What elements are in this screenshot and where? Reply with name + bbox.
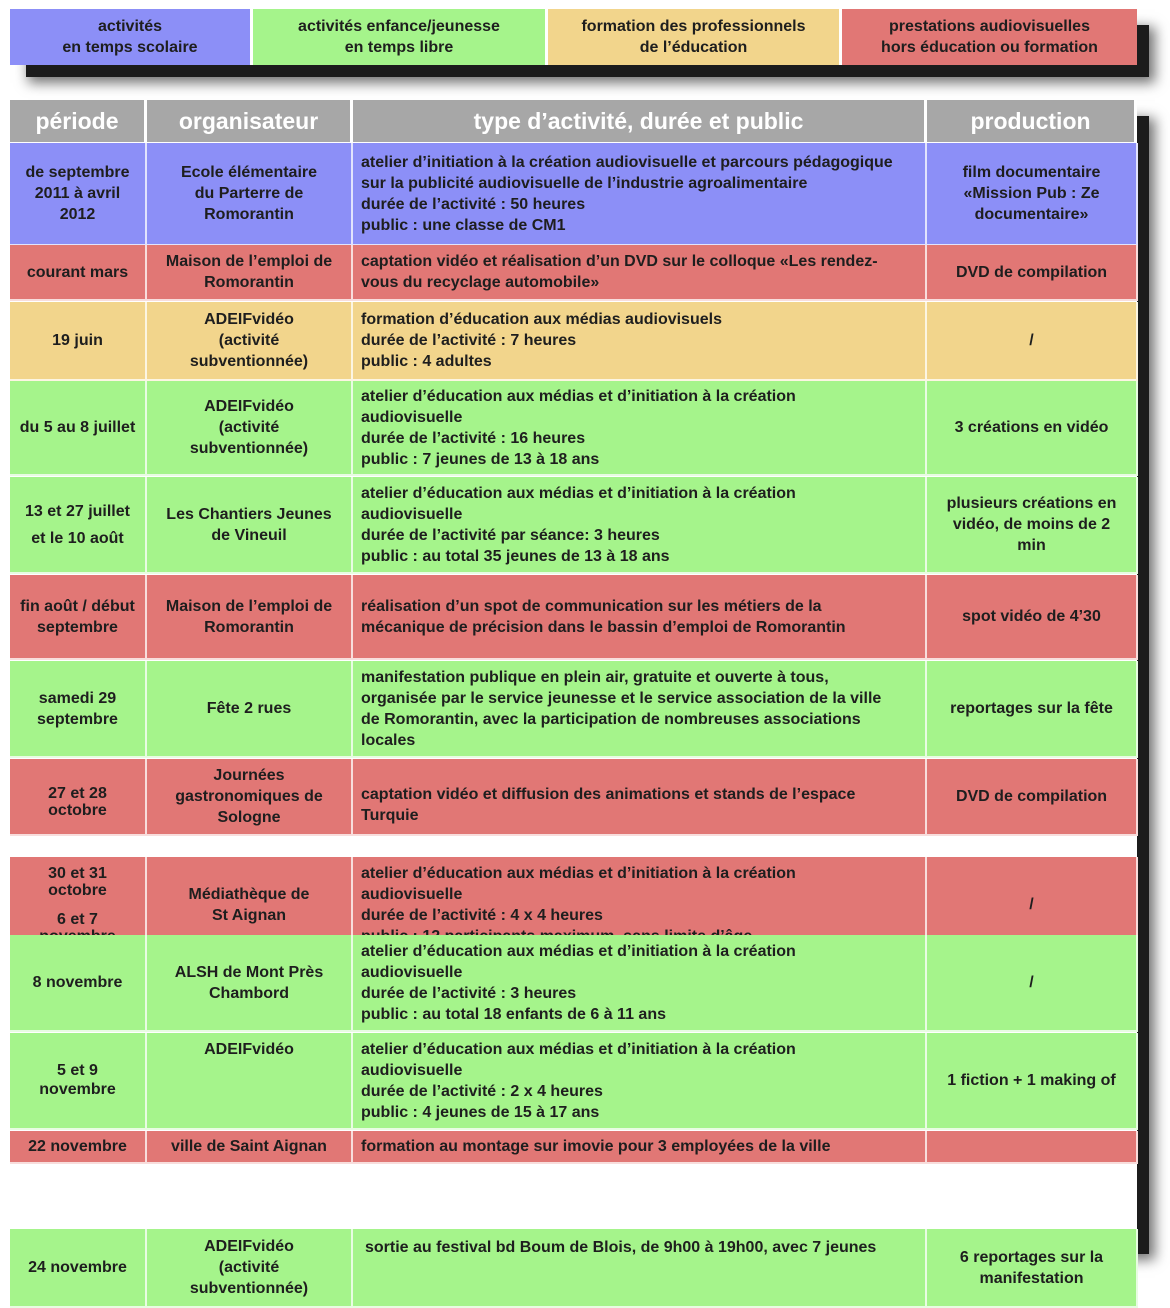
cell-line: DVD de compilation — [955, 263, 1108, 281]
cell-line: du 5 au 8 juillet — [19, 419, 136, 436]
organizer-cell — [147, 477, 353, 574]
cell-line: atelier d’éducation aux médias et d’initiation à la création — [361, 387, 796, 405]
cell-line: septembre — [37, 618, 118, 636]
organizer-cell — [147, 575, 353, 660]
cell-line: de Vineuil — [211, 526, 287, 544]
cell-line: audiovisuelle — [361, 1061, 463, 1079]
activity-cell — [353, 661, 927, 758]
period-cell — [10, 1033, 147, 1130]
cell-line: captation vidéo et diffusion des animations et stands de l’espace — [361, 786, 856, 803]
cell-line: en temps libre — [344, 39, 454, 56]
cell-line: 3 créations en vidéo — [954, 419, 1109, 436]
production-cell — [927, 1131, 1138, 1164]
activity-cell — [353, 302, 927, 381]
production-cell — [927, 575, 1138, 660]
cell-line: ADEIFvidéo — [204, 398, 294, 415]
period-cell — [10, 575, 147, 660]
cell-line: ADEIFvidéo — [204, 311, 294, 328]
column-header: organisateur — [147, 100, 353, 142]
cell-line: Journées — [213, 767, 285, 784]
cell-line: du Parterre de — [194, 185, 304, 202]
cell-line: durée de l’activité : 7 heures — [361, 332, 577, 349]
cell-line: reportages sur la fête — [950, 700, 1113, 717]
organizer-cell — [147, 935, 353, 1032]
cell-line: formation au montage sur imovie pour 3 employées de la ville — [361, 1138, 831, 1155]
production-cell — [927, 1033, 1138, 1130]
cell-line: public : 7 jeunes de 13 à 18 ans — [361, 450, 600, 468]
cell-line: octobre — [48, 881, 107, 899]
production-cell — [927, 245, 1138, 301]
column-header: type d’activité, durée et public — [353, 100, 927, 142]
cell-line: / — [1029, 974, 1034, 991]
organizer-cell — [147, 1131, 353, 1164]
cell-line: locales — [361, 731, 416, 749]
cell-line: de Romorantin, avec la participation de nombreuses associations — [361, 710, 861, 728]
cell-line: 6 et 7 — [57, 910, 98, 928]
cell-line: public : 4 adultes — [361, 353, 492, 370]
activity-cell — [353, 1229, 927, 1308]
cell-line: manifestation publique en plein air, gratuite et ouverte à tous, — [361, 668, 829, 686]
cell-line: activités — [97, 18, 163, 35]
cell-line: 19 juin — [52, 332, 103, 349]
cell-line: (activité — [218, 1259, 280, 1276]
cell-line: Maison de l’emploi de — [165, 253, 333, 270]
cell-line: Sologne — [217, 809, 281, 826]
cell-line: ADEIFvidéo — [204, 1238, 294, 1255]
cell-line: Ecole élémentaire — [180, 164, 318, 181]
cell-line: et le 10 août — [31, 529, 124, 547]
activity-cell — [353, 1033, 927, 1130]
activity-cell — [353, 245, 927, 301]
cell-line: public : 4 jeunes de 15 à 17 ans — [361, 1103, 600, 1121]
period-cell — [10, 1131, 147, 1164]
cell-line: film documentaire — [962, 164, 1101, 181]
activity-cell — [353, 477, 927, 574]
period-cell — [10, 245, 147, 301]
cell-line: octobre — [48, 802, 107, 819]
organizer-cell — [147, 759, 353, 836]
column-header: période — [10, 100, 147, 142]
cell-line: Médiathèque de — [188, 885, 310, 903]
cell-line: activités enfance/jeunesse — [298, 18, 500, 35]
production-cell — [927, 935, 1138, 1032]
cell-line: subventionnée) — [189, 353, 309, 370]
cell-line: Turquie — [361, 807, 419, 824]
production-cell — [927, 302, 1138, 381]
production-cell — [927, 1229, 1138, 1308]
cell-line: durée de l’activité par séance: 3 heures — [361, 526, 660, 544]
cell-line: 27 et 28 — [48, 785, 107, 802]
cell-line: 22 novembre — [28, 1138, 127, 1155]
cell-line: Chambord — [209, 984, 289, 1002]
legend-item — [253, 9, 545, 65]
cell-line: audiovisuelle — [361, 505, 463, 523]
cell-line: de l’éducation — [639, 39, 748, 56]
activity-cell — [353, 381, 927, 476]
period-cell — [10, 477, 147, 574]
production-cell — [927, 759, 1138, 836]
cell-line: public : au total 35 jeunes de 13 à 18 ans — [361, 547, 670, 565]
cell-line: prestations audiovisuelles — [889, 18, 1090, 35]
legend-item — [842, 9, 1137, 65]
cell-line: 2012 — [59, 206, 96, 223]
cell-line: subventionnée) — [189, 440, 309, 457]
cell-line: (activité — [218, 419, 280, 436]
cell-line: plusieurs créations en — [946, 495, 1117, 512]
activity-cell — [353, 143, 927, 246]
cell-line: mécanique de précision dans le bassin d’emploi de Romorantin — [361, 618, 846, 636]
organizer-cell — [147, 245, 353, 301]
cell-line: atelier d’éducation aux médias et d’initiation à la création — [361, 1040, 796, 1058]
period-cell — [10, 935, 147, 1032]
production-cell — [927, 661, 1138, 758]
cell-line: ALSH de Mont Près — [174, 963, 324, 981]
cell-line: 24 novembre — [28, 1259, 127, 1276]
period-cell — [10, 381, 147, 476]
cell-line: documentaire» — [974, 206, 1089, 223]
period-cell — [10, 1229, 147, 1308]
cell-line: formation d’éducation aux médias audiovisuels — [361, 311, 722, 328]
activity-cell — [353, 935, 927, 1032]
cell-line: gastronomiques de — [175, 788, 323, 805]
cell-line: durée de l’activité : 3 heures — [361, 984, 577, 1002]
cell-line: 30 et 31 — [48, 864, 107, 882]
legend-item — [548, 9, 839, 65]
cell-line: «Mission Pub : Ze — [963, 185, 1100, 202]
cell-line: captation vidéo et réalisation d’un DVD sur le colloque «Les rendez- — [361, 253, 878, 270]
cell-line: novembre — [39, 1081, 116, 1098]
cell-line: 6 reportages sur la — [959, 1248, 1104, 1266]
cell-line: formation des professionnels — [581, 18, 806, 35]
cell-line: ville de Saint Aignan — [171, 1138, 327, 1155]
period-cell — [10, 759, 147, 836]
cell-line: septembre — [37, 710, 118, 728]
cell-line: Romorantin — [204, 274, 294, 291]
cell-line: sur la publicité audiovisuelle de l’industrie agroalimentaire — [361, 174, 808, 192]
cell-line: organisée par le service jeunesse et le service association de la ville — [361, 689, 882, 707]
cell-line: audiovisuelle — [361, 885, 463, 903]
cell-line: Romorantin — [204, 206, 294, 223]
cell-line: subventionnée) — [189, 1280, 309, 1297]
organizer-cell — [147, 302, 353, 381]
cell-line: sortie au festival bd Boum de Blois, de 9h00 à 19h00, avec 7 jeunes — [365, 1239, 877, 1256]
cell-line: 5 et 9 — [57, 1062, 98, 1079]
production-cell — [927, 477, 1138, 574]
cell-line: 8 novembre — [32, 974, 123, 991]
cell-line: 1 fiction + 1 making of — [947, 1072, 1116, 1089]
cell-line: fin août / début — [20, 597, 135, 615]
cell-line: spot vidéo de 4’30 — [962, 608, 1101, 625]
cell-line: durée de l’activité : 4 x 4 heures — [361, 906, 603, 924]
cell-line: Maison de l’emploi de — [165, 597, 333, 615]
cell-line: atelier d’initiation à la création audiovisuelle et parcours pédagogique — [361, 153, 893, 171]
cell-line: durée de l’activité : 50 heures — [361, 195, 586, 213]
cell-line: (activité — [218, 332, 280, 349]
cell-line: Les Chantiers Jeunes — [166, 505, 332, 523]
cell-line: / — [1029, 332, 1034, 349]
activity-table — [10, 100, 1137, 1297]
cell-line: vous du recyclage automobile» — [361, 274, 600, 291]
organizer-cell — [147, 381, 353, 476]
cell-line: manifestation — [979, 1269, 1084, 1287]
cell-line: 13 et 27 juillet — [25, 502, 130, 520]
cell-line: public : une classe de CM1 — [361, 216, 566, 234]
cell-line: audiovisuelle — [361, 963, 463, 981]
cell-line: atelier d’éducation aux médias et d’initiation à la création — [361, 864, 796, 882]
cell-line: durée de l’activité : 2 x 4 heures — [361, 1082, 603, 1100]
cell-line: samedi 29 — [38, 689, 117, 707]
legend-bar — [10, 9, 1137, 65]
cell-line: Romorantin — [204, 618, 294, 636]
period-cell — [10, 661, 147, 758]
cell-line: de septembre — [25, 164, 130, 181]
cell-line: Fête 2 rues — [206, 700, 292, 717]
organizer-cell — [147, 661, 353, 758]
cell-line: St Aignan — [211, 906, 287, 924]
legend-item — [10, 9, 250, 65]
period-cell — [10, 143, 147, 246]
cell-line: en temps scolaire — [62, 39, 198, 56]
cell-line: atelier d’éducation aux médias et d’initiation à la création — [361, 942, 796, 960]
period-cell — [10, 302, 147, 381]
activity-cell — [353, 575, 927, 660]
organizer-cell — [147, 1229, 353, 1308]
activity-cell — [353, 759, 927, 836]
activity-cell — [353, 1131, 927, 1164]
organizer-cell — [147, 1033, 353, 1130]
organizer-cell — [147, 143, 353, 246]
cell-line: vidéo, de moins de 2 — [952, 516, 1111, 533]
cell-line: courant mars — [26, 263, 129, 281]
cell-line: réalisation d’un spot de communication sur les métiers de la — [361, 597, 822, 615]
cell-line: durée de l’activité : 16 heures — [361, 429, 586, 447]
cell-line: atelier d’éducation aux médias et d’initiation à la création — [361, 484, 796, 502]
cell-line: min — [1017, 537, 1046, 554]
cell-line: / — [1029, 896, 1034, 913]
column-header: production — [927, 100, 1137, 142]
cell-line: public : au total 18 enfants de 6 à 11 ans — [361, 1005, 666, 1023]
cell-line: audiovisuelle — [361, 408, 463, 426]
cell-line: DVD de compilation — [955, 788, 1108, 805]
cell-line: hors éducation ou formation — [881, 39, 1098, 56]
production-cell — [927, 381, 1138, 476]
production-cell — [927, 143, 1138, 246]
cell-line: 2011 à avril — [34, 185, 121, 202]
cell-line: ADEIFvidéo — [204, 1041, 294, 1058]
